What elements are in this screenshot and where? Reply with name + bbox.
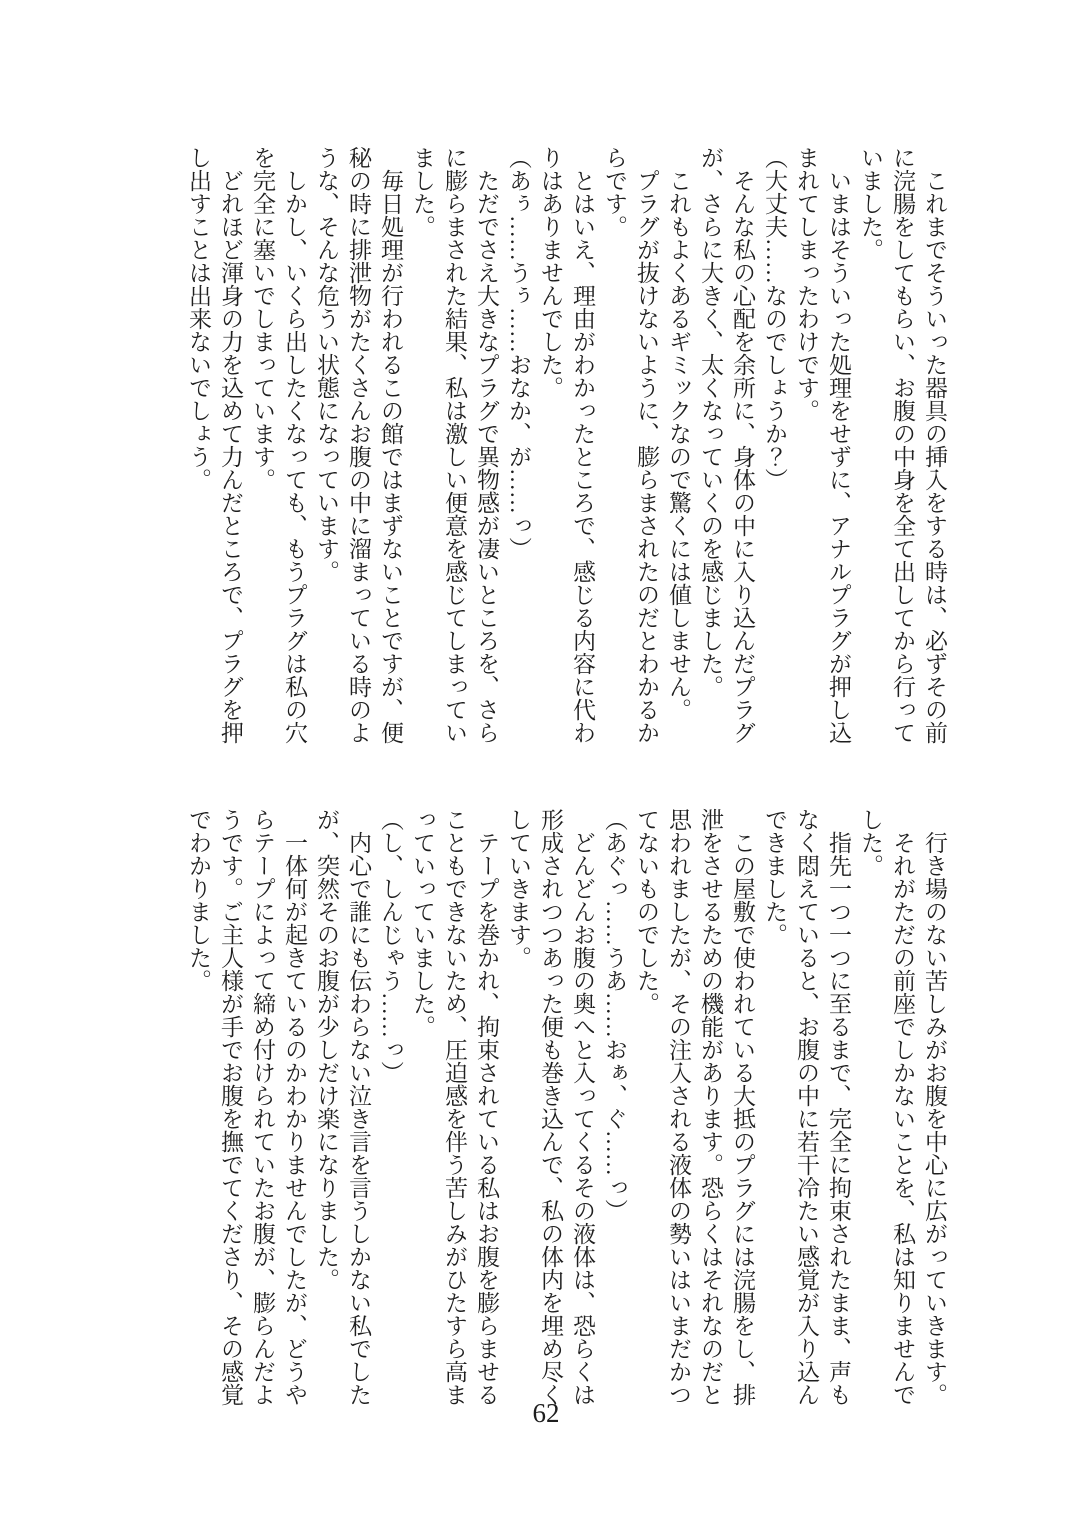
paragraph: しかし、いくら出したくなっても、もうプラグは私の穴を完全に塞いでしまっています。 xyxy=(250,146,307,744)
paragraph: 毎日処理が行われるこの館ではまずないことですが、便秘の時に排泄物がたくさんお腹の中に溜まっている時のような、そんな危うい状態になっています。 xyxy=(314,146,403,744)
paragraph: これまでそういった器具の挿入をする時は、必ずその前に浣腸をしてもらい、お腹の中身を全て出してから行っていました。 xyxy=(858,146,947,744)
paragraph: どれほど渾身の力を込めて力んだところで、プラグを押し出すことは出来ないでしょう。 xyxy=(186,146,243,744)
paragraph: そんな私の心配を余所に、身体の中に入り込んだプラグが、さらに大きく、太くなっていくのを感じました。 xyxy=(698,146,755,744)
page-number: 62 xyxy=(532,1398,560,1428)
paragraph: 内心で誰にも伝わらない泣き言を言うしかない私でしたが、突然そのお腹が少しだけ楽になりました。 xyxy=(314,808,371,1406)
paragraph: とはいえ、理由がわかったところで、感じる内容に代わりはありませんでした。 xyxy=(538,146,595,744)
text-block-bottom xyxy=(182,808,950,1406)
paragraph: 指先一つ一つに至るまで、完全に拘束されたまま、声もなく悶えていると、お腹の中に若干冷たい感覚が入り込んできました。 xyxy=(762,808,851,1406)
text-block-top xyxy=(182,146,950,744)
paragraph: プラグが抜けないように、膨らまされたのだとわかるからです。 xyxy=(602,146,659,744)
paragraph: （あぐっ……うあ……おぁ、ぐ……っ） xyxy=(602,808,627,1222)
paragraph: テープを巻かれ、拘束されている私はお腹を膨らませることもできないため、圧迫感を伴う苦しみがひたすら高まっていっていました。 xyxy=(410,808,499,1406)
paragraph: それがただの前座でしかないことを、私は知りませんでした。 xyxy=(858,808,915,1406)
paragraph: 一体何が起きているのかわかりませんでしたが、どうやらテープによって締め付けられていたお腹が、膨らんだようです。ご主人様が手でお腹を撫でてくださり、その感覚でわかりました。 xyxy=(186,808,307,1406)
paragraph: （あぅ……うぅ……おなか、が……っ） xyxy=(506,146,531,560)
paragraph: 行き場のない苦しみがお腹を中心に広がっていきます。 xyxy=(922,808,947,1406)
paragraph: これもよくあるギミックなので驚くには値しません。 xyxy=(666,146,691,721)
paragraph: どんどんお腹の奥へと入ってくるその液体は、恐らくは形成されつつあった便も巻き込んで、私の体内を埋め尽くしていきます。 xyxy=(506,808,595,1406)
paragraph: （し、しんじゃう……っ） xyxy=(378,808,403,1084)
paragraph: いまはそういった処理をせずに、アナルプラグが押し込まれてしまったわけです。 xyxy=(794,146,851,744)
paragraph: （大丈夫……なのでしょうか？） xyxy=(762,146,787,491)
paragraph: この屋敷で使われている大抵のプラグには浣腸をし、排泄をさせるための機能があります。恐らくはそれなのだと思われましたが、その注入される液体の勢いはいまだかつてないものでした。 xyxy=(634,808,755,1406)
paragraph: ただでさえ大きなプラグで異物感が凄いところを、さらに膨らまされた結果、私は激しい便意を感じてしまっていました。 xyxy=(410,146,499,744)
